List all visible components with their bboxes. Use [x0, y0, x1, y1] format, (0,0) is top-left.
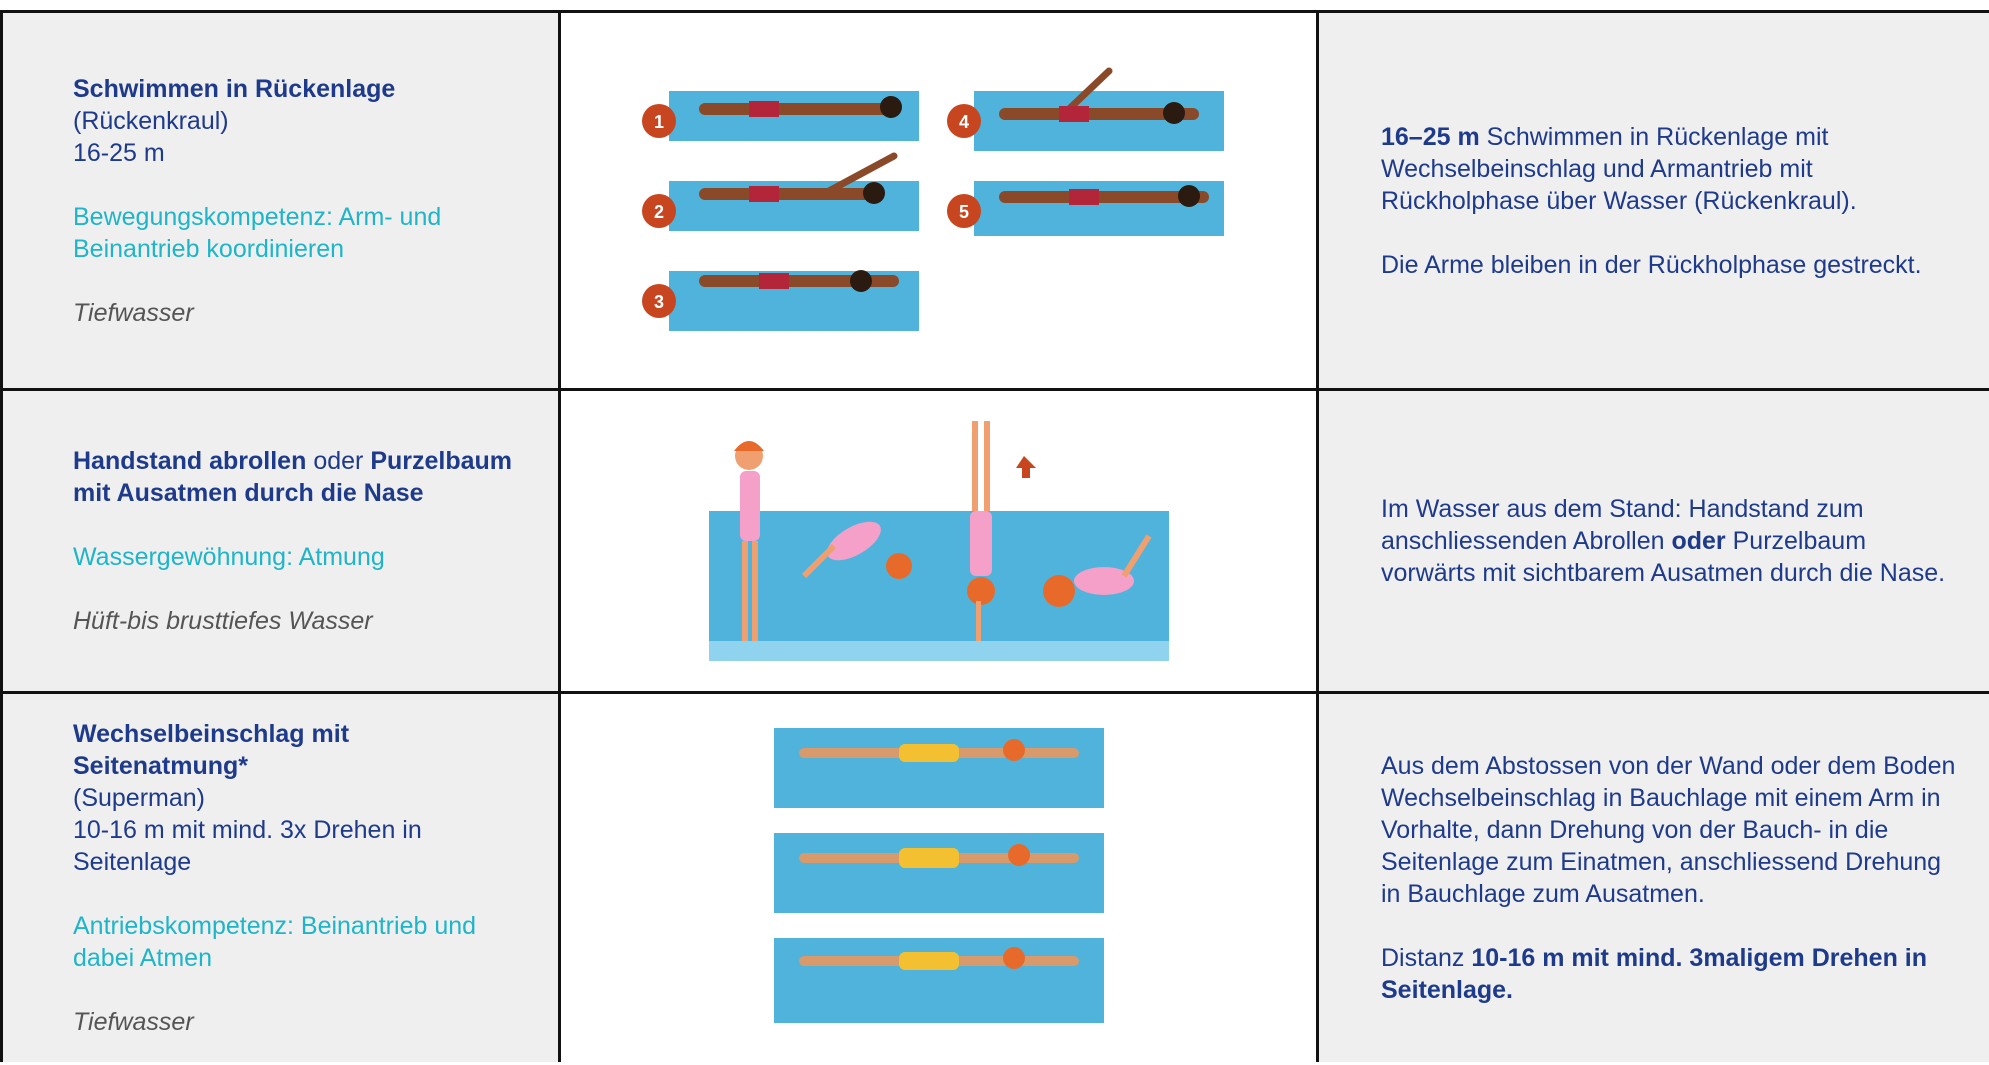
step-number: 3	[653, 291, 664, 312]
description-or: oder	[1671, 527, 1726, 555]
description-cell	[1318, 693, 1989, 1063]
superman-illustration	[769, 718, 1109, 1038]
step-number: 1	[653, 111, 664, 132]
water-strip	[974, 91, 1224, 151]
description-text: Schwimmen in Rückenlage mit Wechselbeinschlag und Armantrieb mit Rückholphase über Wasser (Rückenkraul).	[1381, 122, 1857, 215]
skill-competence: Bewegungskompetenz: Arm- und Beinantrieb koordinieren	[73, 202, 442, 263]
skill-competence: Antriebskompetenz: Beinantrieb und dabei Atmen	[73, 912, 477, 972]
skill-title: Schwimmen in Rückenlage	[73, 74, 396, 103]
description-text: Im Wasser aus dem Stand: Handstand zum anschliessenden Abrollen	[1381, 495, 1864, 555]
skill-subtitle: (Rückenkraul)	[73, 106, 229, 135]
step-number: 2	[653, 201, 664, 222]
description: Aus dem Abstossen von der Wand oder dem Boden Wechselbeinschlag in Bauchlage mit einem Arm in Vorhalte, dann Drehung von der Bauch- in die Seitenlage zum Einatmen, anschliessend Drehung in Bauchlage zum Ausatmen.	[1381, 752, 1956, 908]
lesson-table	[0, 10, 1989, 1062]
skill-distance: 16-25 m	[73, 138, 165, 167]
water-strip	[774, 938, 1104, 1023]
handstand-illustration	[704, 416, 1174, 666]
illustration-cell	[560, 12, 1318, 390]
skill-title-b: Purzelbaum mit Ausatmen durch die Nase	[73, 447, 513, 507]
step-number: 4	[958, 111, 969, 132]
description-distance: 16–25 m	[1381, 122, 1480, 151]
table-row	[2, 693, 1989, 1063]
skill-cell	[2, 390, 560, 693]
step-number: 5	[958, 201, 969, 222]
description	[1381, 493, 1959, 589]
water-strip	[774, 728, 1104, 808]
water-depth: Tiefwasser	[73, 1008, 194, 1036]
skill-title	[73, 445, 518, 509]
water-strip	[669, 91, 919, 141]
description-cell	[1318, 390, 1989, 693]
skill-cell	[2, 693, 560, 1063]
water-depth: Hüft-bis brusttiefes Wasser	[73, 607, 373, 635]
description-text: Purzelbaum vorwärts mit sichtbarem Ausatmen durch die Nase.	[1381, 527, 1946, 587]
description-bold: 10-16 m mit mind. 3maligem Drehen in Seitenlage.	[1381, 944, 1928, 1004]
skill-cell	[2, 12, 560, 390]
pool-floor	[709, 641, 1169, 661]
skill-title: Wechselbeinschlag mit Seitenatmung*	[73, 720, 350, 780]
skill-title-or: oder	[306, 447, 371, 475]
arrow-down-icon	[1016, 456, 1036, 478]
description	[1381, 121, 1959, 217]
illustration-cell	[560, 693, 1318, 1063]
illustration-cell	[560, 390, 1318, 693]
description-cell	[1318, 12, 1989, 390]
water-depth: Tiefwasser	[73, 298, 194, 327]
skill-distance: 10-16 m mit mind. 3x Drehen in Seitenlage	[73, 816, 422, 876]
backstroke-illustration	[629, 51, 1249, 351]
description-text: Distanz	[1381, 944, 1472, 972]
water-strip	[774, 833, 1104, 913]
description-distance	[1381, 942, 1959, 1006]
description-note: Die Arme bleiben in der Rückholphase gestreckt.	[1381, 250, 1922, 279]
skill-subtitle: (Superman)	[73, 784, 205, 812]
table-row	[2, 12, 1989, 390]
table-row	[2, 390, 1989, 693]
skill-competence: Wassergewöhnung: Atmung	[73, 543, 385, 571]
swimmer-figure	[699, 156, 894, 204]
skill-title-a: Handstand abrollen	[73, 447, 307, 475]
